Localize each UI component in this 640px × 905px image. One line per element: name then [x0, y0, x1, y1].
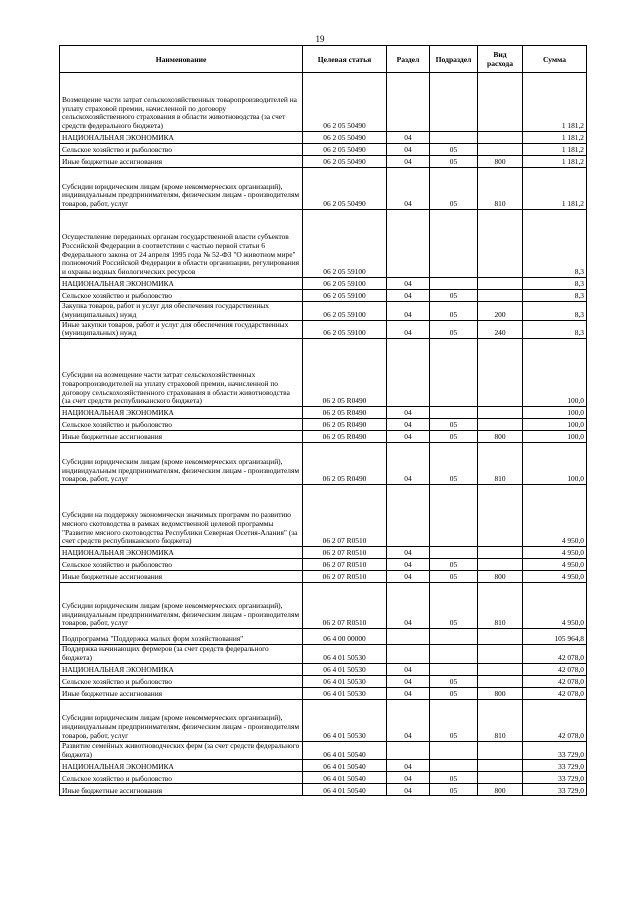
row-section-cell: 04: [387, 168, 430, 210]
row-name-cell: НАЦИОНАЛЬНАЯ ЭКОНОМИКА: [60, 407, 303, 419]
row-subsection-cell: [430, 278, 478, 290]
row-target-cell: 06 4 01 50530: [303, 675, 387, 687]
table-row: [60, 73, 587, 132]
row-section-cell: 04: [387, 772, 430, 784]
row-target-cell: 06 2 05 R0490: [303, 443, 387, 485]
row-subsection-cell: 05: [430, 302, 478, 321]
table-row: [60, 675, 587, 687]
table-row: [60, 132, 587, 144]
row-name-cell: НАЦИОНАЛЬНАЯ ЭКОНОМИКА: [60, 547, 303, 559]
row-name-cell: Иные закупки товаров, работ и услуг для обеспечения государственных (муниципальных) нужд: [60, 320, 303, 339]
row-name-cell: НАЦИОНАЛЬНАЯ ЭКОНОМИКА: [60, 760, 303, 772]
row-expense-type-cell: [478, 144, 523, 156]
row-target-cell: 06 2 05 59100: [303, 290, 387, 302]
row-amount-cell: 42 078,0: [523, 699, 587, 741]
row-amount-cell: 1 181,2: [523, 144, 587, 156]
row-target-cell: 06 4 01 50530: [303, 687, 387, 699]
table-row: [60, 443, 587, 485]
table-row: [60, 419, 587, 431]
table-row: [60, 302, 587, 321]
row-subsection-cell: [430, 547, 478, 559]
row-name-cell: Сельское хозяйство и рыболовство: [60, 290, 303, 302]
row-name-cell: НАЦИОНАЛЬНАЯ ЭКОНОМИКА: [60, 663, 303, 675]
table-row: [60, 772, 587, 784]
row-target-cell: 06 4 01 50540: [303, 741, 387, 760]
row-expense-type-cell: [478, 547, 523, 559]
row-expense-type-cell: [478, 339, 523, 407]
row-section-cell: [387, 210, 430, 278]
row-expense-type-cell: 240: [478, 320, 523, 339]
table-row: [60, 156, 587, 168]
row-amount-cell: 1 181,2: [523, 168, 587, 210]
row-subsection-cell: 05: [430, 443, 478, 485]
row-expense-type-cell: 800: [478, 784, 523, 796]
row-target-cell: 06 2 05 50490: [303, 132, 387, 144]
row-amount-cell: 100,0: [523, 339, 587, 407]
table-body: [60, 73, 587, 796]
table-row: [60, 571, 587, 583]
row-expense-type-cell: 800: [478, 687, 523, 699]
row-amount-cell: 8,3: [523, 278, 587, 290]
row-expense-type-cell: [478, 559, 523, 571]
row-name-cell: Субсидии юридическим лицам (кроме некоммерческих организаций), индивидуальным предпринимателям, физическим лицам - производителям товаров, работ, услуг: [60, 699, 303, 741]
row-target-cell: 06 2 07 R0510: [303, 485, 387, 547]
row-amount-cell: 33 729,0: [523, 784, 587, 796]
header-name: Наименование: [60, 46, 303, 73]
table-row: [60, 699, 587, 741]
budget-table: [59, 45, 587, 796]
header-subsection: Подраздел: [430, 46, 478, 73]
row-subsection-cell: [430, 132, 478, 144]
row-subsection-cell: [430, 339, 478, 407]
header-section: Раздел: [387, 46, 430, 73]
row-expense-type-cell: [478, 407, 523, 419]
row-section-cell: 04: [387, 675, 430, 687]
row-amount-cell: 100,0: [523, 419, 587, 431]
row-section-cell: 04: [387, 132, 430, 144]
row-amount-cell: 8,3: [523, 210, 587, 278]
row-expense-type-cell: [478, 663, 523, 675]
row-name-cell: Субсидии юридическим лицам (кроме некоммерческих организаций), индивидуальным предпринимателям, физическим лицам - производителям товаров, работ, услуг: [60, 168, 303, 210]
row-section-cell: 04: [387, 431, 430, 443]
row-section-cell: 04: [387, 407, 430, 419]
row-section-cell: 04: [387, 687, 430, 699]
row-amount-cell: 33 729,0: [523, 772, 587, 784]
row-amount-cell: 1 181,2: [523, 132, 587, 144]
row-target-cell: 06 4 01 50530: [303, 699, 387, 741]
table-row: [60, 629, 587, 645]
row-section-cell: 04: [387, 290, 430, 302]
row-name-cell: НАЦИОНАЛЬНАЯ ЭКОНОМИКА: [60, 278, 303, 290]
row-amount-cell: 33 729,0: [523, 741, 587, 760]
row-section-cell: [387, 741, 430, 760]
row-amount-cell: 33 729,0: [523, 760, 587, 772]
row-subsection-cell: 05: [430, 320, 478, 339]
row-name-cell: Осуществление переданных органам государственной власти субъектов Российской Федерации в соответствии с частью первой статьи 6 Федерального закона от 24 апреля 1995 года № 52-ФЗ "О животном мире" полномочий Российской Федерации в области организации, регулирования и охраны водных биологических ресурсов: [60, 210, 303, 278]
row-subsection-cell: 05: [430, 144, 478, 156]
row-amount-cell: 4 950,0: [523, 571, 587, 583]
row-amount-cell: 1 181,2: [523, 73, 587, 132]
row-amount-cell: 42 078,0: [523, 675, 587, 687]
row-expense-type-cell: 800: [478, 431, 523, 443]
row-section-cell: 04: [387, 559, 430, 571]
table-row: [60, 320, 587, 339]
row-expense-type-cell: [478, 290, 523, 302]
row-name-cell: НАЦИОНАЛЬНАЯ ЭКОНОМИКА: [60, 132, 303, 144]
header-amount: Сумма: [523, 46, 587, 73]
row-subsection-cell: 05: [430, 675, 478, 687]
row-name-cell: Иные бюджетные ассигнования: [60, 431, 303, 443]
header-expense-type: Вид расхода: [478, 46, 523, 73]
row-amount-cell: 4 950,0: [523, 559, 587, 571]
row-name-cell: Сельское хозяйство и рыболовство: [60, 419, 303, 431]
table-row: [60, 784, 587, 796]
row-expense-type-cell: [478, 210, 523, 278]
row-target-cell: 06 2 05 59100: [303, 210, 387, 278]
row-section-cell: 04: [387, 760, 430, 772]
row-section-cell: 04: [387, 156, 430, 168]
row-name-cell: Поддержка начинающих фермеров (за счет средств федерального бюджета): [60, 645, 303, 664]
row-name-cell: Развитие семейных животноводческих ферм (за счет средств федерального бюджета): [60, 741, 303, 760]
row-section-cell: 04: [387, 663, 430, 675]
row-amount-cell: 4 950,0: [523, 485, 587, 547]
row-section-cell: 04: [387, 320, 430, 339]
row-amount-cell: 4 950,0: [523, 583, 587, 629]
row-expense-type-cell: [478, 772, 523, 784]
row-target-cell: 06 4 01 50540: [303, 772, 387, 784]
row-name-cell: Субсидии юридическим лицам (кроме некоммерческих организаций), индивидуальным предпринимателям, физическим лицам - производителям товаров, работ, услуг: [60, 443, 303, 485]
row-subsection-cell: 05: [430, 168, 478, 210]
row-amount-cell: 100,0: [523, 431, 587, 443]
table-row: [60, 431, 587, 443]
row-name-cell: Закупка товаров, работ и услуг для обеспечения государственных (муниципальных) нужд: [60, 302, 303, 321]
row-expense-type-cell: [478, 741, 523, 760]
row-expense-type-cell: [478, 629, 523, 645]
row-subsection-cell: [430, 485, 478, 547]
row-amount-cell: 8,3: [523, 302, 587, 321]
table-row: [60, 559, 587, 571]
row-subsection-cell: [430, 741, 478, 760]
row-amount-cell: 100,0: [523, 407, 587, 419]
table-row: [60, 663, 587, 675]
row-amount-cell: 100,0: [523, 443, 587, 485]
table-row: [60, 583, 587, 629]
row-name-cell: Сельское хозяйство и рыболовство: [60, 772, 303, 784]
table-row: [60, 290, 587, 302]
row-amount-cell: 42 078,0: [523, 645, 587, 664]
row-expense-type-cell: 810: [478, 583, 523, 629]
row-amount-cell: 8,3: [523, 290, 587, 302]
row-section-cell: [387, 485, 430, 547]
row-subsection-cell: 05: [430, 772, 478, 784]
row-subsection-cell: 05: [430, 687, 478, 699]
row-expense-type-cell: 810: [478, 699, 523, 741]
row-section-cell: 04: [387, 144, 430, 156]
row-section-cell: 04: [387, 443, 430, 485]
table-row: [60, 760, 587, 772]
table-header-row: [60, 46, 587, 73]
row-section-cell: 04: [387, 699, 430, 741]
row-expense-type-cell: [478, 760, 523, 772]
row-subsection-cell: 05: [430, 156, 478, 168]
row-name-cell: Субсидии юридическим лицам (кроме некоммерческих организаций), индивидуальным предпринимателям, физическим лицам - производителям товаров, работ, услуг: [60, 583, 303, 629]
row-amount-cell: 8,3: [523, 320, 587, 339]
row-subsection-cell: 05: [430, 784, 478, 796]
row-target-cell: 06 2 05 50490: [303, 168, 387, 210]
row-expense-type-cell: 810: [478, 443, 523, 485]
row-target-cell: 06 4 00 00000: [303, 629, 387, 645]
row-expense-type-cell: [478, 485, 523, 547]
row-name-cell: Сельское хозяйство и рыболовство: [60, 559, 303, 571]
row-name-cell: Иные бюджетные ассигнования: [60, 687, 303, 699]
row-name-cell: Иные бюджетные ассигнования: [60, 156, 303, 168]
row-name-cell: Иные бюджетные ассигнования: [60, 784, 303, 796]
row-target-cell: 06 2 05 50490: [303, 156, 387, 168]
table-row: [60, 407, 587, 419]
row-subsection-cell: [430, 760, 478, 772]
row-target-cell: 06 2 05 R0490: [303, 339, 387, 407]
row-amount-cell: 42 078,0: [523, 687, 587, 699]
row-target-cell: 06 4 01 50540: [303, 784, 387, 796]
row-target-cell: 06 2 07 R0510: [303, 547, 387, 559]
row-target-cell: 06 2 07 R0510: [303, 559, 387, 571]
row-target-cell: 06 2 07 R0510: [303, 571, 387, 583]
row-expense-type-cell: [478, 645, 523, 664]
row-target-cell: 06 4 01 50530: [303, 663, 387, 675]
row-name-cell: Сельское хозяйство и рыболовство: [60, 675, 303, 687]
row-section-cell: 04: [387, 571, 430, 583]
row-target-cell: 06 2 05 R0490: [303, 407, 387, 419]
table-row: [60, 741, 587, 760]
row-subsection-cell: 05: [430, 559, 478, 571]
row-subsection-cell: 05: [430, 290, 478, 302]
row-expense-type-cell: [478, 132, 523, 144]
row-section-cell: 04: [387, 583, 430, 629]
row-subsection-cell: 05: [430, 419, 478, 431]
row-target-cell: 06 2 05 59100: [303, 320, 387, 339]
table-row: [60, 687, 587, 699]
row-section-cell: [387, 339, 430, 407]
table-row: [60, 547, 587, 559]
row-expense-type-cell: [478, 73, 523, 132]
row-section-cell: 04: [387, 302, 430, 321]
row-name-cell: Сельское хозяйство и рыболовство: [60, 144, 303, 156]
row-subsection-cell: 05: [430, 431, 478, 443]
row-target-cell: 06 2 05 R0490: [303, 419, 387, 431]
row-name-cell: Субсидии на поддержку экономически значимых программ по развитию мясного скотоводства в рамках ведомственной целевой программы "Развитие мясного скотоводства Республики Северная Осетия-Алания" (за счет средств республиканского бюджета): [60, 485, 303, 547]
row-name-cell: Иные бюджетные ассигнования: [60, 571, 303, 583]
row-name-cell: Возмещение части затрат сельскохозяйственных товаропроизводителей на уплату страховой премии, начисленной по договору сельскохозяйственного страхования в области животноводства (за счет средств федерального бюджета): [60, 73, 303, 132]
row-subsection-cell: [430, 645, 478, 664]
row-expense-type-cell: [478, 419, 523, 431]
row-amount-cell: 105 964,8: [523, 629, 587, 645]
row-expense-type-cell: 810: [478, 168, 523, 210]
row-section-cell: [387, 73, 430, 132]
row-expense-type-cell: 800: [478, 156, 523, 168]
row-subsection-cell: [430, 629, 478, 645]
row-subsection-cell: [430, 73, 478, 132]
row-expense-type-cell: 200: [478, 302, 523, 321]
table-row: [60, 210, 587, 278]
row-subsection-cell: [430, 407, 478, 419]
row-amount-cell: 1 181,2: [523, 156, 587, 168]
row-target-cell: 06 2 05 50490: [303, 144, 387, 156]
table-row: [60, 339, 587, 407]
row-amount-cell: 42 078,0: [523, 663, 587, 675]
row-subsection-cell: 05: [430, 583, 478, 629]
row-expense-type-cell: [478, 675, 523, 687]
table-row: [60, 645, 587, 664]
row-subsection-cell: 05: [430, 571, 478, 583]
row-subsection-cell: 05: [430, 699, 478, 741]
row-section-cell: [387, 629, 430, 645]
row-section-cell: 04: [387, 784, 430, 796]
row-section-cell: 04: [387, 547, 430, 559]
row-target-cell: 06 2 05 R0490: [303, 431, 387, 443]
row-subsection-cell: [430, 210, 478, 278]
page-number: 19: [315, 34, 325, 44]
row-target-cell: 06 2 05 50490: [303, 73, 387, 132]
table-row: [60, 485, 587, 547]
row-section-cell: [387, 645, 430, 664]
row-name-cell: Подпрограмма "Поддержка малых форм хозяйствования": [60, 629, 303, 645]
row-target-cell: 06 2 05 59100: [303, 302, 387, 321]
row-name-cell: Субсидии на возмещение части затрат сельскохозяйственных товаропроизводителей на уплату страховой премии, начисленной по договору сельскохозяйственного страхования в области животноводства (за счет средств республиканского бюджета): [60, 339, 303, 407]
row-expense-type-cell: [478, 278, 523, 290]
row-amount-cell: 4 950,0: [523, 547, 587, 559]
header-target: Целевая статья: [303, 46, 387, 73]
row-section-cell: 04: [387, 419, 430, 431]
row-target-cell: 06 4 01 50530: [303, 645, 387, 664]
row-expense-type-cell: 800: [478, 571, 523, 583]
table-row: [60, 278, 587, 290]
row-target-cell: 06 2 07 R0510: [303, 583, 387, 629]
table-row: [60, 144, 587, 156]
row-section-cell: 04: [387, 278, 430, 290]
table-row: [60, 168, 587, 210]
row-target-cell: 06 4 01 50540: [303, 760, 387, 772]
row-subsection-cell: [430, 663, 478, 675]
row-target-cell: 06 2 05 59100: [303, 278, 387, 290]
